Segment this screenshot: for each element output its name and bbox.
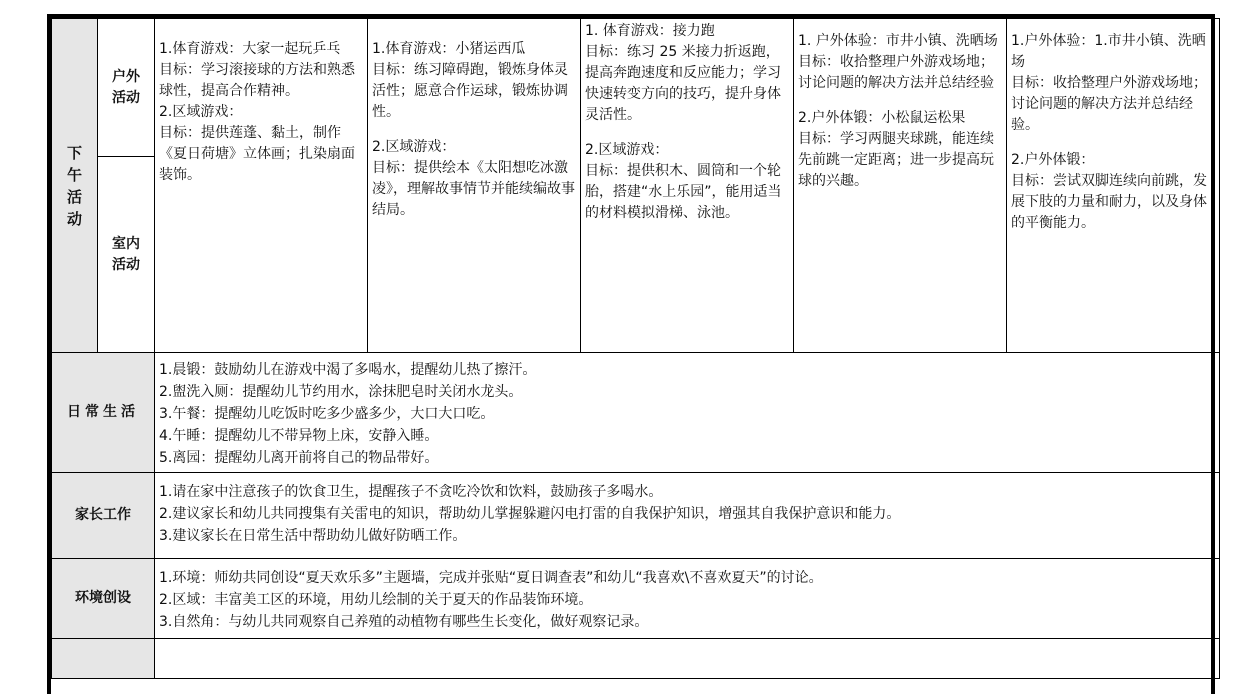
- afternoon-outdoor-row: [52, 19, 1220, 157]
- parent-work-label: 家长工作: [52, 473, 155, 559]
- indoor-label: 室内活动: [98, 157, 155, 353]
- list-item: 2.建议家长和幼儿共同搜集有关雷电的知识，帮助幼儿掌握躲避闪电打雷的自我保护知识，增强其自我保护意识和能力。: [159, 506, 901, 522]
- weekly-plan-table: [51, 18, 1220, 679]
- environment-row: [52, 559, 1220, 639]
- list-item: 3.建议家长在日常生活中帮助幼儿做好防晒工作。: [159, 528, 467, 544]
- day-cell: 1. 体育游戏：接力跑 目标：练习 25 米接力折返跑，提高奔跑速度和反应能力；学习快速转变方向的技巧，提升身体灵活性。 2.区域游戏： 目标：提供积木、圆筒和一个轮胎，搭建“水上乐园”，能用适当的材料模拟滑梯、泳池。: [581, 19, 794, 353]
- environment-label: 环境创设: [52, 559, 155, 639]
- list-item: 1.晨锻：鼓励幼儿在游戏中渴了多喝水，提醒幼儿热了擦汗。: [159, 362, 537, 378]
- afternoon-label: 下午活动: [52, 19, 98, 353]
- plan-sheet: [47, 14, 1215, 694]
- day-cell: 1. 户外体验：市井小镇、洗晒场 目标：收拾整理户外游戏场地；讨论问题的解决方法并总结经验 2.户外体锻：小松鼠运松果 目标：学习两腿夹球跳，能连续先前跳一定距离；进一步提高玩球的兴趣。: [794, 19, 1007, 353]
- day-cell: 1.户外体验：1.市井小镇、洗晒场 目标：收拾整理户外游戏场地；讨论问题的解决方法并总结经验。 2.户外体锻： 目标：尝试双脚连续向前跳，发展下肢的力量和耐力，以及身体的平衡能力。: [1007, 19, 1220, 353]
- list-item: 4.午睡：提醒幼儿不带异物上床，安静入睡。: [159, 428, 439, 444]
- list-item: 3.自然角：与幼儿共同观察自己养殖的动植物有哪些生长变化，做好观察记录。: [159, 614, 649, 630]
- daily-life-list: [155, 353, 1220, 473]
- cut-off-label-cell: [52, 639, 155, 679]
- parent-work-list: [155, 473, 1220, 559]
- outdoor-label: 户外活动: [98, 19, 155, 157]
- list-item: 3.午餐：提醒幼儿吃饭时吃多少盛多少，大口大口吃。: [159, 406, 495, 422]
- environment-list: [155, 559, 1220, 639]
- day-cell: 1.体育游戏：小猪运西瓜 目标：练习障碍跑，锻炼身体灵活性；愿意合作运球，锻炼协调性。 2.区域游戏： 目标：提供绘本《太阳想吃冰激凌》，理解故事情节并能续编故事结局。: [368, 19, 581, 353]
- list-item: 2.盥洗入厕：提醒幼儿节约用水，涂抹肥皂时关闭水龙头。: [159, 384, 523, 400]
- daily-life-row: [52, 353, 1220, 473]
- list-item: 1.请在家中注意孩子的饮食卫生，提醒孩子不贪吃冷饮和饮料，鼓励孩子多喝水。: [159, 484, 663, 500]
- list-item: 5.离园：提醒幼儿离开前将自己的物品带好。: [159, 450, 439, 466]
- daily-life-label: 日常生活: [52, 353, 155, 473]
- day-cell: 1.体育游戏：大家一起玩乒乓 目标：学习滚接球的方法和熟悉球性，提高合作精神。 2.区域游戏： 目标：提供莲蓬、黏土，制作《夏日荷塘》立体画；扎染扇面装饰。: [155, 19, 368, 353]
- cut-off-row: [52, 639, 1220, 679]
- list-item: 2.区域：丰富美工区的环境，用幼儿绘制的关于夏天的作品装饰环境。: [159, 592, 593, 608]
- parent-work-row: [52, 473, 1220, 559]
- list-item: 1.环境：师幼共同创设“夏天欢乐多”主题墙，完成并张贴“夏日调查表”和幼儿“我喜欢\不喜欢夏天”的讨论。: [159, 570, 823, 586]
- cut-off-content-cell: [155, 639, 1220, 679]
